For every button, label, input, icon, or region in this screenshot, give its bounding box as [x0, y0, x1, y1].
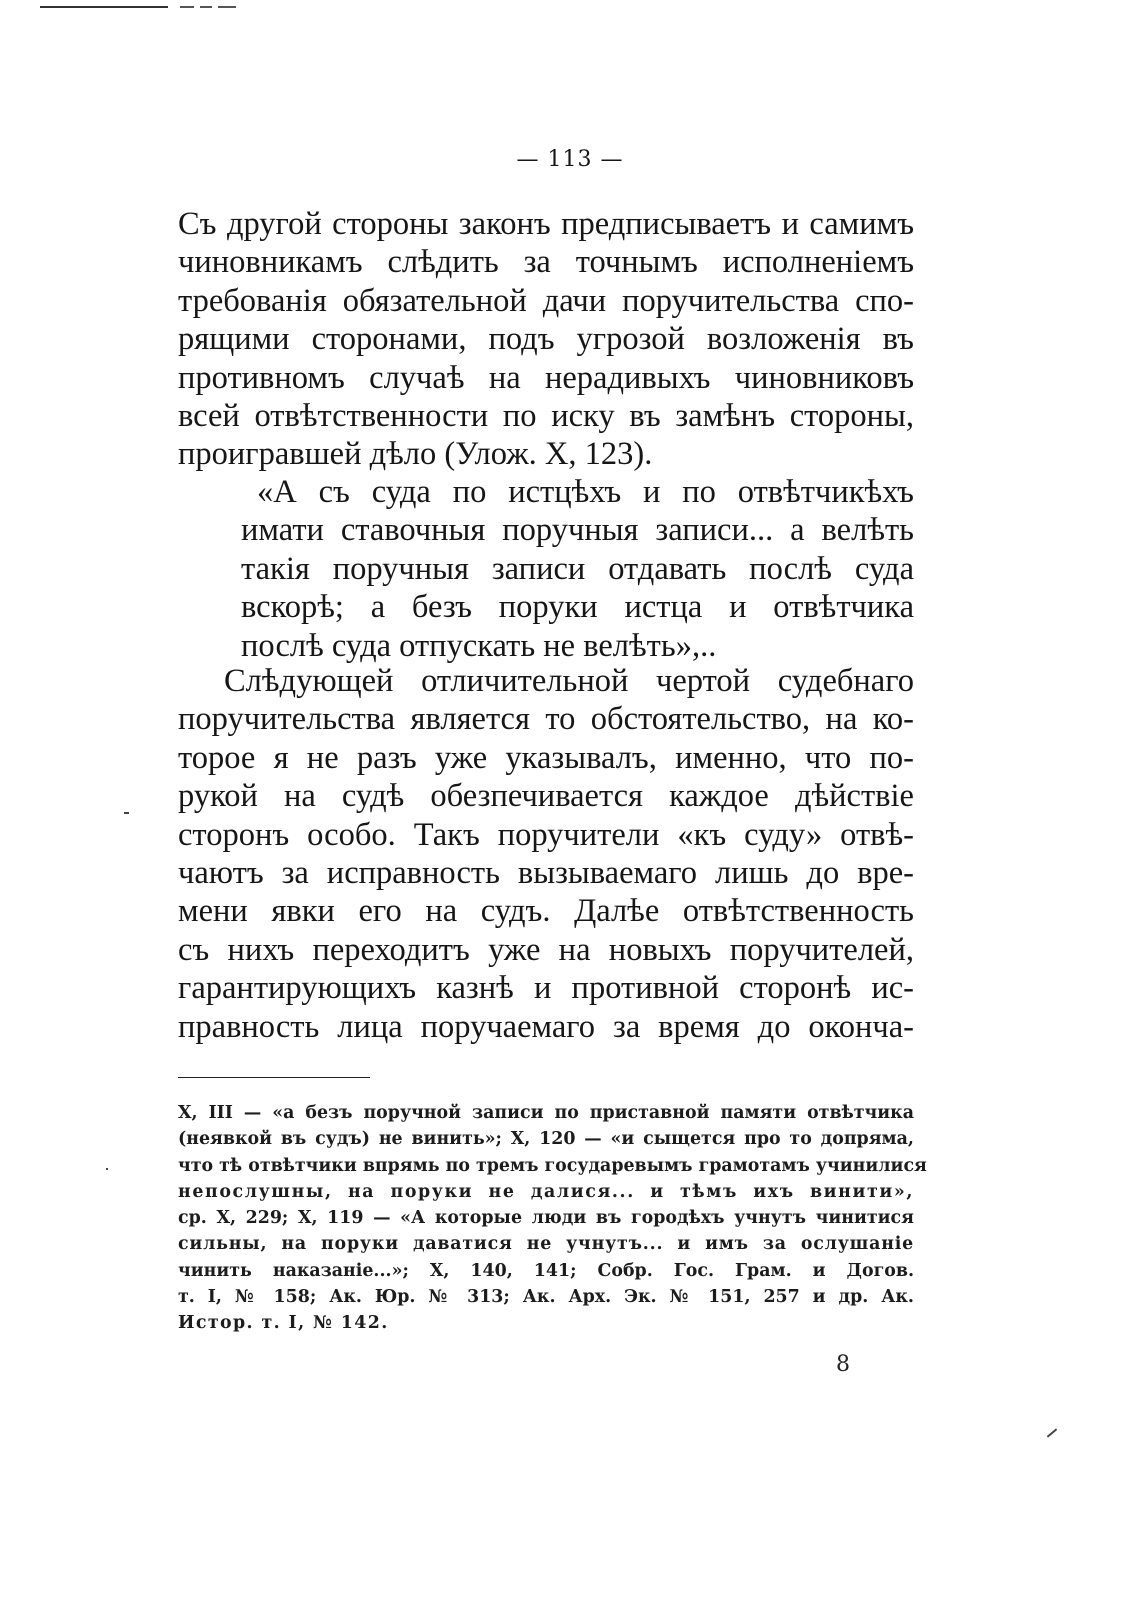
text-line: сторонъ особо. Такъ поручители «къ суду» отвѣ-	[178, 816, 914, 853]
scan-speck	[1047, 1428, 1057, 1437]
text-line: поручительства является то обстоятельство, на ко-	[178, 701, 914, 738]
text-line: чиновникамъ слѣдить за точнымъ исполненіемъ	[178, 244, 914, 281]
text-line: гарантирующихъ казнѣ и противной сторонѣ ис-	[178, 970, 914, 1007]
text-line: проигравшей дѣло (Улож. X, 123).	[178, 436, 653, 473]
quotation-block	[241, 473, 914, 665]
footnote-line: Истор. т. I, № 142.	[178, 1313, 389, 1334]
text-line: чаютъ за исправность вызываемаго лишь до вре-	[178, 855, 914, 892]
quote-line: «А съ суда по истцѣхъ и по отвѣтчикѣхъ	[257, 474, 914, 510]
text-line: противномъ случаѣ на нерадивыхъ чиновниковъ	[178, 359, 914, 396]
text-line: торое я не разъ уже указывалъ, именно, что по-	[178, 739, 914, 776]
footnote-line: ср. X, 229; X, 119 — «А которые люди въ городѣхъ учнутъ чинитися	[178, 1208, 914, 1229]
text-line: съ нихъ переходитъ уже на новыхъ поручителей,	[178, 931, 914, 968]
text-line: Слѣдующей отличительной чертой судебнаго	[224, 663, 914, 699]
quote-line: послѣ суда отпускать не велѣть»,..	[241, 627, 717, 664]
footnote-line: т. I, № 158; Ак. Юр. № 313; Ак. Арх. Эк. № 151, 257 и др. Ак.	[178, 1287, 914, 1308]
footnote-line: непослушны, на поруки не далися... и тѣмъ ихъ винити»,	[178, 1181, 914, 1202]
footnote	[178, 1100, 927, 1337]
scan-speck	[124, 812, 129, 814]
text-line: рукой на судѣ обезпечивается каждое дѣйствіе	[178, 778, 914, 815]
text-line: мени явки его на судъ. Далѣе отвѣтственность	[178, 893, 914, 930]
paragraph-2	[178, 662, 914, 1046]
signature-mark: 8	[836, 1352, 850, 1377]
footnote-line: что тѣ отвѣтчики впрямь по тремъ государевымъ грамотамъ учинилися	[178, 1155, 927, 1176]
text-line: правность лица поручаемаго за время до оконча-	[178, 1008, 914, 1045]
footnote-line: чинить наказаніе...»; X, 140, 141; Собр. Гос. Грам. и Догов.	[178, 1260, 914, 1281]
page-number: — 113 —	[516, 147, 624, 172]
paragraph-1	[178, 205, 914, 474]
text-line: требованія обязательной дачи поручительства спо-	[178, 282, 914, 319]
quote-line: имати ставочныя поручныя записи... а велѣть	[241, 512, 914, 549]
text-line: рящими сторонами, подъ угрозой возложенія въ	[178, 321, 914, 358]
footnote-line: (неявкой въ судъ) не винить»; X, 120 — «и сыщется про то допряма,	[178, 1129, 914, 1150]
top-rule-dash	[200, 6, 212, 8]
footnote-line: сильны, на поруки даватися не учнутъ... и имъ за ослушаніе	[178, 1234, 914, 1255]
footnote-rule	[178, 1077, 370, 1078]
quote-line: вскорѣ; а безъ поруки истца и отвѣтчика	[241, 589, 914, 626]
top-rule-dash	[218, 6, 236, 8]
text-line: Съ другой стороны законъ предписываетъ и самимъ	[178, 206, 914, 242]
quote-line: такія поручныя записи отдавать послѣ суда	[241, 550, 914, 587]
text-line: всей отвѣтственности по иску въ замѣнъ стороны,	[178, 398, 914, 435]
footnote-line: X, III — «а безъ поручной записи по приставной памяти отвѣтчика	[178, 1103, 914, 1123]
scan-speck	[106, 1168, 108, 1170]
top-rule	[40, 6, 168, 8]
top-rule-dash	[180, 6, 194, 8]
